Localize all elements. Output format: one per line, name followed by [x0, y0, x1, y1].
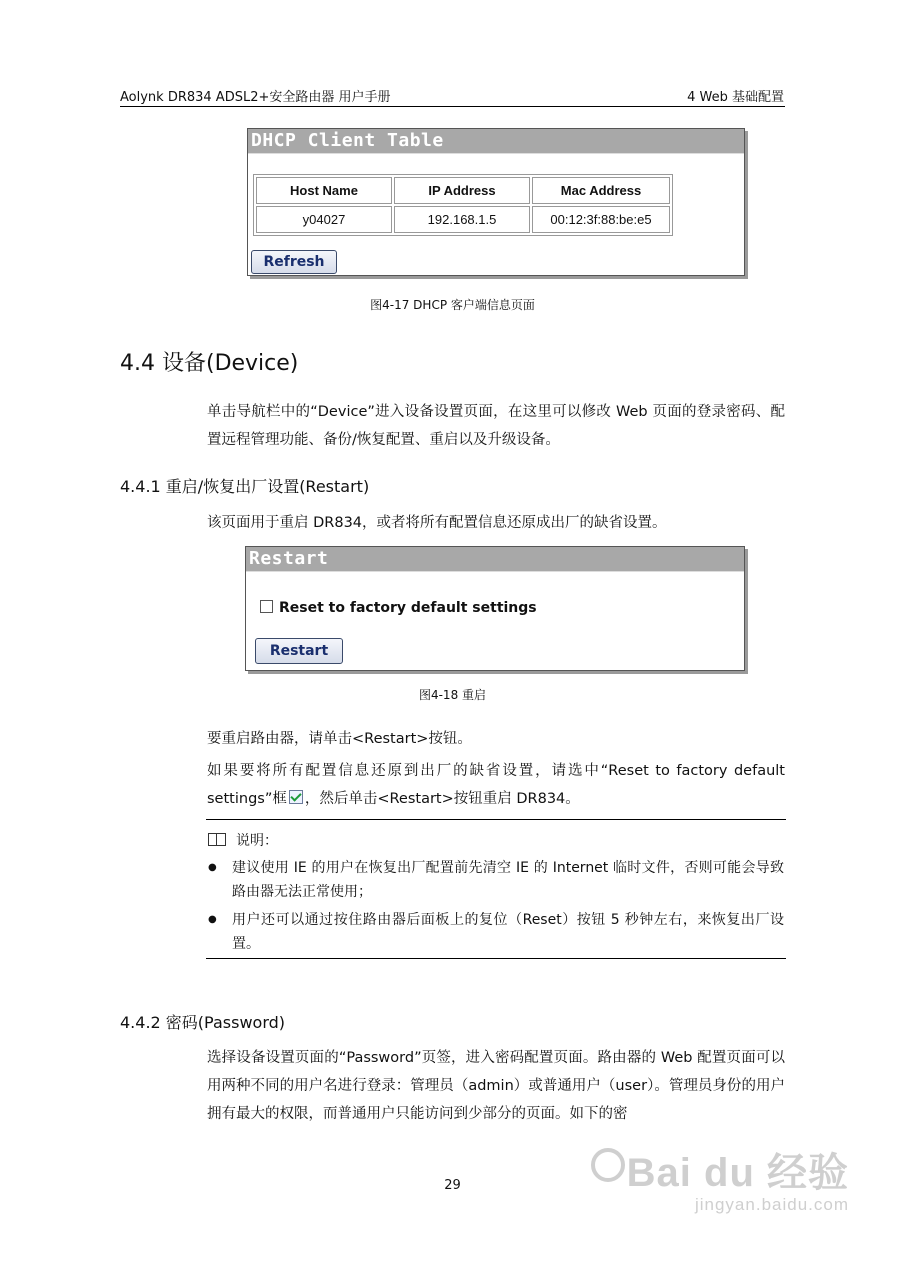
table-header-row	[256, 177, 670, 204]
section-heading-4-4-1: 4.4.1 重启/恢复出厂设置(Restart)	[120, 477, 370, 496]
figure-caption-4-18: 图4-18 重启	[418, 688, 487, 702]
running-header-right: 4 Web 基础配置	[687, 90, 784, 105]
section-4-4-intro: 单击导航栏中的“Device”进入设备设置页面，在这里可以修改 Web 页面的登录密码、配置远程管理功能、备份/恢复配置、重启以及升级设备。	[207, 404, 785, 448]
column-header-host-name: Host Name	[256, 177, 392, 204]
table-row	[256, 206, 670, 233]
cell-mac-address: 00:12:3f:88:be:e5	[532, 206, 670, 233]
note-heading	[208, 830, 278, 850]
section-4-4-1-intro: 该页面用于重启 DR834，或者将所有配置信息还原成出厂的缺省设置。	[207, 515, 667, 531]
restart-panel-title: Restart	[246, 547, 744, 572]
dhcp-panel-title: DHCP Client Table	[248, 129, 744, 154]
section-heading-4-4: 4.4 设备(Device)	[120, 351, 299, 376]
restart-button[interactable]: Restart	[255, 638, 343, 664]
note-heading-text: 说明：	[236, 833, 278, 849]
book-icon	[208, 833, 226, 846]
checked-box-icon	[289, 790, 303, 804]
column-header-mac-address: Mac Address	[532, 177, 670, 204]
dhcp-client-table	[253, 174, 673, 236]
factory-reset-label: Reset to factory default settings	[279, 600, 537, 616]
list-item: ● 用户还可以通过按住路由器后面板上的复位（Reset）按钮 5 秒钟左右，来恢复出厂设置。	[208, 908, 784, 956]
restart-instruction-1: 要重启路由器，请单击<Restart>按钮。	[207, 731, 472, 747]
restart-instruction-2-before: 如果要将所有配置信息还原到出厂的缺省设置，请选中“Reset to factory default settings”框	[207, 763, 785, 807]
watermark-logo	[589, 1148, 849, 1195]
cell-host-name: y04027	[256, 206, 392, 233]
restart-instruction-2-after: ，然后单击<Restart>按钮重启 DR834。	[304, 791, 580, 807]
page-number: 29	[444, 1178, 461, 1193]
watermark-logo-text: Bai du 经验	[626, 1151, 849, 1195]
section-heading-4-4-2: 4.4.2 密码(Password)	[120, 1013, 286, 1032]
note-rule-bottom	[206, 958, 786, 959]
section-4-4-2-intro: 选择设备设置页面的“Password”页签，进入密码配置页面。路由器的 Web 配置页面可以用两种不同的用户名进行登录：管理员（admin）或普通用户（user）。管理员身份的用户拥有最大的权限，而普通用户只能访问到少部分的页面。如下的密	[207, 1050, 785, 1122]
factory-reset-option	[260, 600, 537, 616]
running-header-left: Aolynk DR834 ADSL2+安全路由器 用户手册	[120, 90, 391, 105]
restart-instruction-2	[207, 757, 785, 813]
cell-ip-address: 192.168.1.5	[394, 206, 530, 233]
dhcp-client-table-panel	[247, 128, 745, 276]
note-rule-top	[206, 819, 786, 820]
header-rule	[120, 106, 785, 107]
figure-caption-4-17: 图4-17 DHCP 客户端信息页面	[370, 298, 535, 312]
factory-reset-checkbox[interactable]	[260, 600, 273, 613]
watermark-url: jingyan.baidu.com	[694, 1195, 849, 1214]
list-item: ● 建议使用 IE 的用户在恢复出厂配置前先清空 IE 的 Internet 临时文件，否则可能会导致路由器无法正常使用；	[208, 856, 784, 904]
column-header-ip-address: IP Address	[394, 177, 530, 204]
paw-icon	[591, 1148, 625, 1182]
baidu-watermark	[589, 1148, 849, 1215]
note-list	[208, 856, 784, 960]
refresh-button[interactable]: Refresh	[251, 250, 337, 274]
restart-panel	[245, 546, 745, 671]
